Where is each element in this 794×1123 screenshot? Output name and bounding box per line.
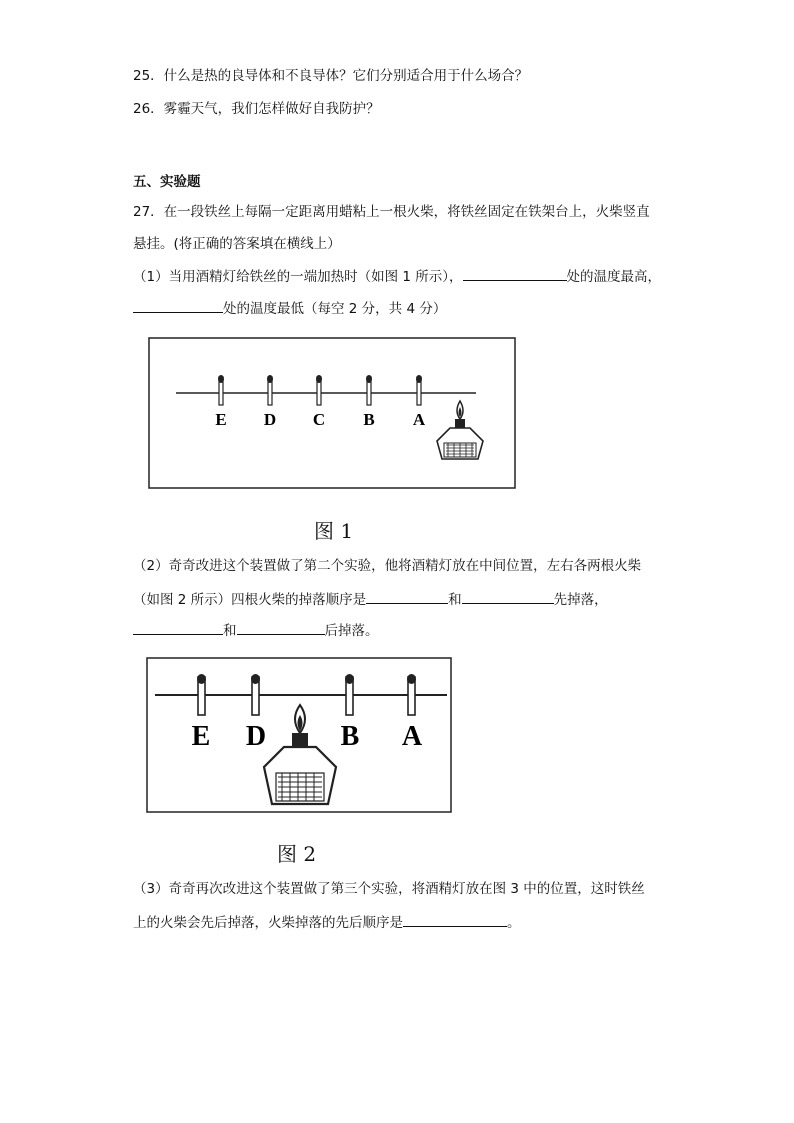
part-2-text-a: （如图 2 所示）四根火柴的掉落顺序是 [133, 592, 367, 608]
part-3-text-a: 上的火柴会先后掉落，火柴掉落的先后顺序是 [133, 915, 403, 931]
match-e [218, 375, 224, 405]
part-3-line-1: （3）奇奇再次改进这个装置做了第三个实验，将酒精灯放在图 3 中的位置，这时铁丝 [133, 881, 645, 897]
part-2-line-3 [133, 620, 379, 640]
section-title: 五、实验题 [133, 174, 201, 190]
part-1-text-c: 处的温度最低（每空 2 分，共 4 分） [223, 301, 447, 317]
label-e: E [215, 410, 227, 429]
answer-blank-order[interactable] [403, 912, 507, 927]
alcohol-lamp-icon [264, 705, 336, 804]
match-d [267, 375, 273, 405]
question-27-line-2: 悬挂。(将正确的答案填在横线上） [133, 236, 341, 252]
answer-blank-hottest[interactable] [463, 266, 567, 281]
label-a: A [412, 410, 426, 429]
part-2-and-1: 和 [448, 592, 462, 608]
label-d: D [263, 410, 277, 429]
part-2-line-2 [133, 589, 608, 609]
match-b [345, 674, 354, 715]
label-b: B [340, 721, 360, 752]
answer-blank-first-2[interactable] [462, 589, 554, 604]
figure-2-caption: 图 2 [277, 842, 317, 866]
question-27-line-1: 27．在一段铁丝上每隔一定距离用蜡粘上一根火柴，将铁丝固定在铁架台上，火柴竖直 [133, 204, 650, 220]
part-2-text-d: 后掉落。 [324, 623, 379, 639]
figure-1 [148, 337, 518, 492]
match-b [366, 375, 372, 405]
label-c: C [312, 410, 326, 429]
part-2-and-2: 和 [223, 623, 237, 639]
part-1-line-1 [133, 266, 661, 286]
label-d: D [245, 721, 267, 752]
part-1-text-a: （1）当用酒精灯给铁丝的一端加热时（如图 1 所示）， [133, 269, 463, 285]
figure-1-caption: 图 1 [314, 519, 354, 543]
label-a: A [401, 721, 423, 752]
question-26: 26．雾霾天气，我们怎样做好自我防护？ [133, 101, 380, 117]
answer-blank-later-2[interactable] [237, 620, 325, 635]
match-a [416, 375, 422, 405]
match-a [407, 674, 416, 715]
match-d [251, 674, 260, 715]
question-25: 25．什么是热的良导体和不良导体？它们分别适合用于什么场合？ [133, 68, 529, 84]
part-3-line-2 [133, 912, 521, 932]
answer-blank-coolest[interactable] [133, 298, 223, 313]
answer-blank-later-1[interactable] [133, 620, 223, 635]
part-2-text-c: 先掉落， [553, 592, 608, 608]
part-1-text-b: 处的温度最高， [566, 269, 662, 285]
part-2-line-1: （2）奇奇改进这个装置做了第二个实验，他将酒精灯放在中间位置，左右各两根火柴 [133, 558, 642, 574]
part-3-text-b: 。 [507, 915, 521, 931]
label-e: E [191, 721, 211, 752]
answer-blank-first-1[interactable] [366, 589, 448, 604]
alcohol-lamp-icon [437, 401, 483, 459]
match-c [316, 375, 322, 405]
label-b: B [363, 410, 375, 429]
figure-2 [146, 657, 454, 815]
match-e [197, 674, 206, 715]
part-1-line-2 [133, 298, 446, 318]
